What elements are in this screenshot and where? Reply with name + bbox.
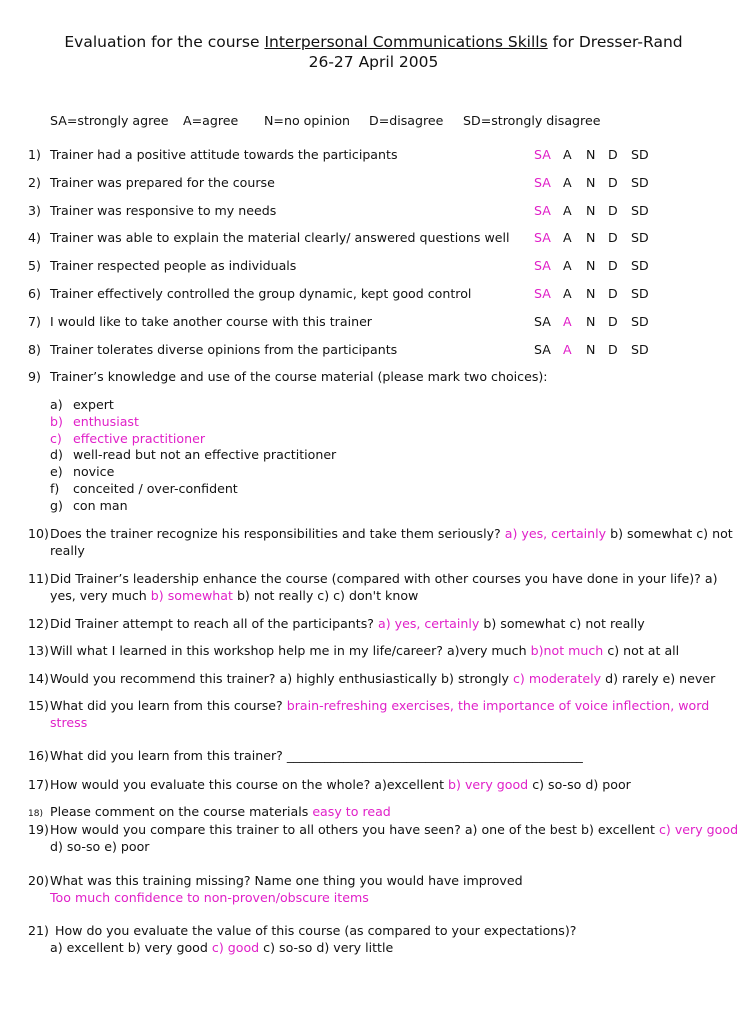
question-text: Did Trainer’s leadership enhance the course (compared with other courses you have done in your life)? a) — [50, 571, 718, 586]
question-text-continued: really — [50, 543, 85, 558]
question-text: Trainer tolerates diverse opinions from the participants — [50, 341, 398, 357]
question-number: 6) — [28, 286, 41, 301]
question-number: 7) — [28, 313, 41, 329]
rating-option: N — [586, 147, 596, 162]
selected-answer: c) good — [211, 940, 260, 955]
choice-text: well-read but not an effective practitioner — [73, 447, 337, 463]
other-options: yes, very much — [50, 588, 147, 603]
free-text-answer-continued: stress — [50, 715, 88, 730]
other-options: a) excellent b) very good — [50, 940, 208, 955]
question-line — [50, 643, 679, 659]
question-number: 1) — [28, 147, 41, 162]
question-number: 19) — [28, 822, 49, 837]
choice-text: novice — [73, 464, 115, 480]
question-number: 14) — [28, 671, 49, 686]
question-text: What did you learn from this course? — [50, 698, 283, 713]
question-line — [50, 940, 393, 956]
choice-text: conceited / over-confident — [73, 481, 238, 496]
rating-option: SD — [631, 147, 649, 162]
rating-option: SD — [631, 313, 649, 329]
question-text: How do you evaluate the value of this course (as compared to your expectations)? — [55, 923, 577, 938]
rating-option: N — [586, 313, 596, 329]
question-line — [50, 671, 715, 687]
other-options: c) so-so d) very little — [263, 940, 394, 955]
rating-option: N — [586, 258, 596, 274]
question-number: 21) — [28, 923, 49, 938]
rating-option: SD — [631, 258, 649, 274]
rating-option: A — [563, 174, 572, 190]
question-number: 8) — [28, 341, 41, 357]
choice-letter: a) — [50, 397, 63, 412]
choice-text-selected: enthusiast — [73, 413, 139, 429]
rating-option: A — [563, 230, 572, 246]
legend-item: SA=strongly agree — [50, 113, 169, 128]
choice-text: con man — [73, 497, 128, 513]
question-number: 3) — [28, 202, 41, 218]
rating-option: D — [608, 174, 618, 190]
choice-letter: f) — [50, 481, 60, 496]
question-text: Trainer was able to explain the material clearly/ answered questions well — [50, 230, 510, 246]
question-number: 11) — [28, 571, 49, 586]
rating-option-selected: SA — [534, 258, 551, 274]
question-text: How would you evaluate this course on the whole? a)excellent — [50, 777, 445, 792]
choice-letter: c) — [50, 430, 62, 446]
question-line — [50, 804, 391, 820]
question-number: 13) — [28, 643, 49, 658]
choice-letter: e) — [50, 464, 63, 480]
rating-option: SD — [631, 202, 649, 218]
question-number: 4) — [28, 230, 41, 246]
free-text-answer: easy to read — [312, 804, 391, 819]
free-text-answer: Too much confidence to non-proven/obscure items — [50, 890, 369, 905]
selected-answer: c) very good — [659, 822, 739, 837]
rating-option: D — [608, 202, 618, 218]
question-number: 9) — [28, 369, 41, 384]
rating-option: D — [608, 341, 618, 357]
question-number: 2) — [28, 174, 41, 190]
question-line — [50, 616, 645, 632]
question-text: Will what I learned in this workshop help me in my life/career? a)very much — [50, 643, 527, 658]
rating-option: SD — [631, 174, 649, 190]
question-line — [50, 526, 733, 542]
rating-option: N — [586, 174, 596, 190]
rating-option: A — [563, 202, 572, 218]
question-text: Did Trainer attempt to reach all of the participants? — [50, 616, 374, 631]
question-text-with-blank: What did you learn from this trainer? _______________________________________________ — [50, 748, 583, 763]
rating-option: D — [608, 258, 618, 274]
selected-answer: c) moderately — [513, 671, 602, 686]
other-options: c) not at all — [607, 643, 680, 658]
selected-answer: b) very good — [448, 777, 529, 792]
question-text: Would you recommend this trainer? a) highly enthusiastically b) strongly — [50, 671, 509, 686]
question-text: Please comment on the course materials — [50, 804, 309, 819]
question-text: What was this training missing? Name one thing you would have improved — [50, 873, 523, 888]
question-text: Trainer was prepared for the course — [50, 174, 275, 190]
question-line — [50, 588, 418, 604]
rating-option: SD — [631, 230, 649, 246]
selected-answer: a) yes, certainly — [504, 526, 607, 541]
other-options: b) somewhat c) not — [610, 526, 733, 541]
legend-item: N=no opinion — [264, 113, 351, 128]
rating-option: SA — [534, 313, 551, 329]
question-text: Trainer’s knowledge and use of the course material (please mark two choices): — [50, 369, 548, 384]
question-text: How would you compare this trainer to all others you have seen? a) one of the best b) excellent — [50, 822, 655, 837]
question-line — [50, 698, 709, 714]
rating-option-selected: SA — [534, 202, 551, 218]
question-number: 12) — [28, 616, 49, 631]
rating-option: N — [586, 286, 596, 301]
question-number: 10) — [28, 526, 49, 541]
rating-option: N — [586, 341, 596, 357]
document-title: Evaluation for the course Interpersonal Communications Skills for Dresser-Rand — [64, 33, 683, 51]
rating-option: D — [608, 230, 618, 246]
rating-option-selected: SA — [534, 174, 551, 190]
question-number: 17) — [28, 777, 49, 792]
legend-item: SD=strongly disagree — [463, 113, 601, 128]
question-text: Does the trainer recognize his responsibilities and take them seriously? — [50, 526, 501, 541]
document-date: 26-27 April 2005 — [308, 53, 439, 71]
choice-text-selected: effective practitioner — [73, 430, 206, 446]
question-number: 16) — [28, 748, 49, 763]
free-text-answer: brain-refreshing exercises, the importance of voice inflection, word — [286, 698, 710, 713]
choice-text: expert — [73, 397, 114, 412]
selected-answer: b)not much — [530, 643, 604, 658]
rating-option: D — [608, 147, 618, 162]
question-line — [50, 822, 738, 838]
selected-answer: b) somewhat — [150, 588, 233, 603]
choice-letter: d) — [50, 447, 63, 463]
rating-option: D — [608, 286, 618, 301]
question-text: I would like to take another course with this trainer — [50, 313, 372, 329]
rating-option-selected: SA — [534, 147, 551, 162]
other-options: d) rarely e) never — [605, 671, 716, 686]
other-options: c) so-so d) poor — [532, 777, 631, 792]
rating-option-selected: SA — [534, 230, 551, 246]
rating-option: A — [563, 286, 572, 301]
question-text: Trainer was responsive to my needs — [50, 202, 277, 218]
rating-option-selected: A — [563, 313, 572, 329]
rating-option: A — [563, 147, 572, 162]
rating-option: A — [563, 258, 572, 274]
legend-item: A=agree — [183, 113, 239, 128]
question-text: Trainer respected people as individuals — [50, 258, 297, 274]
selected-answer: a) yes, certainly — [377, 616, 480, 631]
rating-option: SD — [631, 341, 649, 357]
other-options: d) so-so e) poor — [50, 839, 150, 854]
rating-option: SD — [631, 286, 649, 301]
question-number: 5) — [28, 258, 41, 274]
other-options: b) not really c) c) don't know — [236, 588, 419, 603]
choice-letter: b) — [50, 413, 63, 429]
question-number: 20) — [28, 873, 49, 888]
question-number: 18) — [28, 809, 43, 819]
rating-option: SA — [534, 341, 551, 357]
other-options: b) somewhat c) not really — [483, 616, 645, 631]
rating-option-selected: A — [563, 341, 572, 357]
question-line — [50, 777, 631, 793]
rating-option: D — [608, 313, 618, 329]
legend-item: D=disagree — [369, 113, 444, 128]
choice-letter: g) — [50, 497, 63, 513]
question-text: Trainer effectively controlled the group dynamic, kept good control — [50, 286, 472, 301]
question-number: 15) — [28, 698, 49, 713]
rating-option: N — [586, 202, 596, 218]
rating-option: N — [586, 230, 596, 246]
rating-option-selected: SA — [534, 286, 551, 301]
question-text: Trainer had a positive attitude towards the participants — [50, 147, 398, 162]
